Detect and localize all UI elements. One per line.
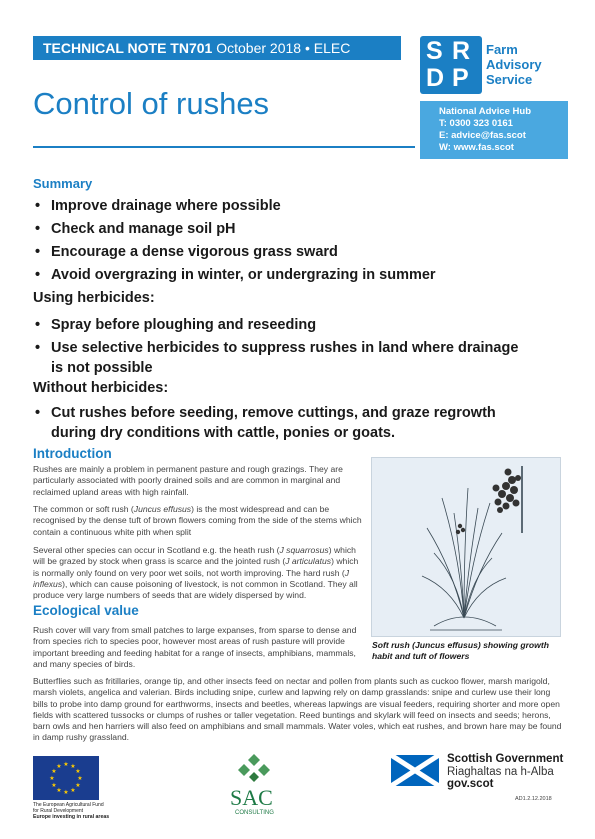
herbicides-list [33,315,533,378]
scottish-government-logo-text [447,753,563,791]
intro-paragraph-3: Several other species can occur in Scotland e.g. the heath rush (J squarrosus) which will be grazed by stock when grass is scarce and the jointed rush (J articulatus) which is normally only found on very poor wet soils, not worth improving. The hard rush (J inflexus), which can cause poisoning of livestock, is not common in Scotland. They all produce very large numbers of seeds that are widely dispersed by wind. [33,545,359,601]
sac-consulting-logo [228,752,280,822]
introduction-heading: Introduction [33,446,112,461]
document-reference: AD1.2.12.2018 [515,796,552,802]
svg-text:★: ★ [51,782,57,789]
svg-text:★: ★ [75,782,81,789]
figure-caption: Soft rush (Juncus effusus) showing growth habit and tuft of flowers [372,640,549,661]
gov-line-gaelic: Riaghaltas na h-Alba [447,765,554,778]
svg-text:★: ★ [56,763,62,770]
logo-text-advisory: Advisory [486,57,542,72]
sac-diamond-icon [228,752,280,784]
svg-text:★: ★ [51,768,57,775]
soft-rush-illustration [371,457,561,637]
without-herbicides-list [33,403,533,443]
svg-text:★: ★ [77,775,83,782]
logo-letter-s: S [426,37,442,65]
svg-text:★: ★ [70,763,76,770]
title-divider [33,146,415,148]
page-title: Control of rushes [33,86,270,121]
herbicides-heading: Using herbicides: [33,290,155,306]
eu-line-3: Europe investing in rural areas [33,814,110,820]
intro-paragraph-1: Rushes are mainly a problem in permanent pasture and rough grazings. They are particularly associated with poorly drained soils and are common in marginal and reclaimed upland areas with high rainfall. [33,464,343,497]
saltire-flag-icon [391,755,439,786]
fas-logo-text [486,42,542,87]
svg-text:★: ★ [49,775,55,782]
gov-line-english: Scottish Government [447,753,564,765]
gov-website[interactable]: gov.scot [447,778,494,790]
species-name: J squarrosus [279,545,329,555]
contact-website[interactable]: W: www.fas.scot [439,142,514,153]
species-name: J articulatus [285,556,332,567]
list-item: • Check and manage soil pH [33,219,553,239]
without-herbicides-heading: Without herbicides: [33,380,169,396]
summary-heading: Summary [33,176,93,191]
eu-flag-logo [33,756,99,800]
ecological-paragraph-2: Butterflies such as fritillaries, orange tip, and other insects feed on nectar and pollen from plants such as cuckoo flower, marsh marigold, marsh violets, angelica and valerian. Birds including snipe, curlew and lapwing rely on damp grasslands: snipe and curlew use their long bills to probe into damp ground for earthworms, insects and beetles, whereas lapwings are visual feeders, requiring shorter and more open fields with scattered tussocks or clumps of rushes or taller vegetation. Reed buntings and skylark will feed on insects and seeds; herons, barn owls and hen harriers will also feed on amphibians and small mammals. Water voles, which eat rushes, and brown hare may be found in damp rushy grassland. [33,676,562,743]
fas-logo [420,36,568,96]
contact-email[interactable]: E: advice@fas.scot [439,130,526,141]
contact-phone[interactable]: T: 0300 323 0161 [439,118,513,129]
sac-consulting-text: CONSULTING [235,810,274,816]
list-item: • Avoid overgrazing in winter, or undergrazing in summer [33,265,553,285]
summary-list [33,196,553,285]
contact-box [420,101,568,159]
eu-line-1: The European Agricultural Fund [33,802,104,808]
note-date: October 2018 • ELEC [212,40,351,56]
logo-text-farm: Farm [486,42,518,57]
technical-note-banner [33,36,401,60]
species-name: Juncus effusus [133,504,192,514]
logo-letter-p: P [452,64,468,92]
svg-text:★: ★ [56,787,62,794]
list-item: • Encourage a dense vigorous grass sward [33,242,553,262]
eu-stars [33,756,99,800]
list-item: • Spray before ploughing and reseeding [33,315,533,335]
rush-drawing [372,458,560,636]
ecological-paragraph-1: Rush cover will vary from small patches to large expanses, from sparse to dense and from species rich to species poor, however most areas of rush pasture will provide important breeding and feeding habitat for a range of insects, amphibians, mammals, and many species of birds. [33,625,357,669]
logo-letter-r: R [452,37,470,65]
list-item: • Improve drainage where possible [33,196,553,216]
note-id: TECHNICAL NOTE TN701 [43,40,213,56]
srdp-logo-mark [420,36,482,94]
svg-text:★: ★ [63,761,69,768]
ecological-value-heading: Ecological value [33,603,139,618]
sac-wordmark: SAC [230,785,273,810]
logo-text-service: Service [486,72,533,87]
svg-text:★: ★ [63,789,69,796]
saltire-cross [391,755,439,786]
eu-line-2: for Rural Development [33,808,84,814]
intro-paragraph-2: The common or soft rush (Juncus effusus) is the most widespread and can be recognised by the dense tuft of brown flowers coming from the side of the stems which contain a continuous white pith when split [33,504,362,537]
svg-text:★: ★ [70,787,76,794]
contact-hub: National Advice Hub [439,106,532,117]
svg-text:★: ★ [75,768,81,775]
logo-letter-d: D [426,64,444,92]
species-name: J inflexus [33,567,350,589]
list-item: • Cut rushes before seeding, remove cuttings, and graze regrowth during dry conditions with cattle, ponies or goats. [33,403,533,443]
list-item: • Use selective herbicides to suppress rushes in land where drainage is not possible [33,338,533,378]
eu-fund-text [33,802,153,820]
